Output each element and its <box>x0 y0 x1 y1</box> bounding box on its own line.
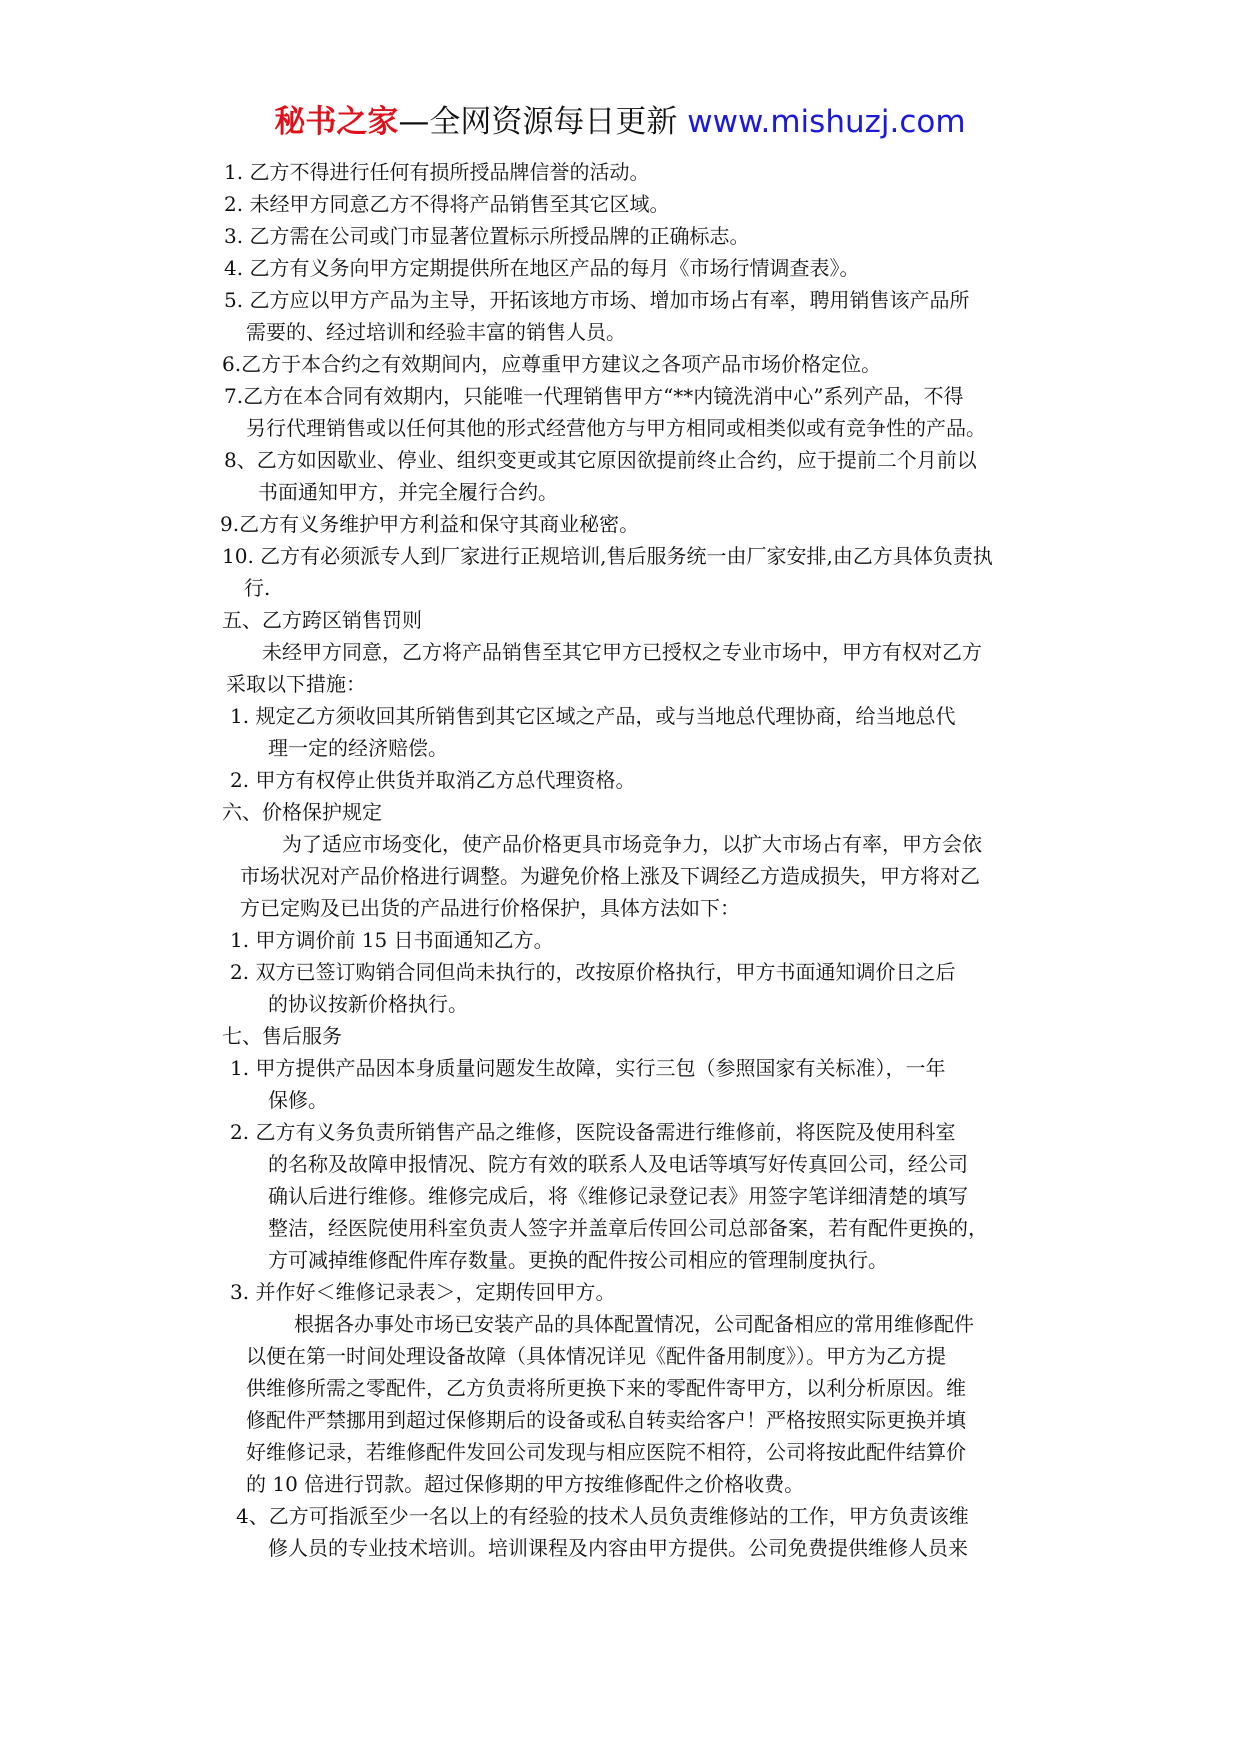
item-10: 10. 乙方有必须派专人到厂家进行正规培训,售后服务统一由厂家安排,由乙方具体负责执 <box>222 544 993 568</box>
item-2: 2. 未经甲方同意乙方不得将产品销售至其它区域。 <box>224 192 670 216</box>
paragraph-6-intro-cont-2: 方已定购及已出货的产品进行价格保护，具体方法如下： <box>240 896 740 920</box>
item-5-cont: 需要的、经过培训和经验丰富的销售人员。 <box>246 320 626 344</box>
service-item-1-cont: 保修。 <box>268 1088 328 1112</box>
item-9: 9.乙方有义务维护甲方利益和保守其商业秘密。 <box>220 512 640 536</box>
service-item-4: 4、乙方可指派至少一名以上的有经验的技术人员负责维修站的工作，甲方负责该维 <box>236 1504 969 1528</box>
section-heading-6: 六、价格保护规定 <box>222 800 382 824</box>
price-item-1: 1. 甲方调价前 15 日书面通知乙方。 <box>230 928 554 952</box>
header-slogan: —全网资源每日更新 <box>398 104 688 140</box>
service-item-2: 2. 乙方有义务负责所销售产品之维修，医院设备需进行维修前，将医院及使用科室 <box>230 1120 956 1144</box>
penalty-item-2: 2. 甲方有权停止供货并取消乙方总代理资格。 <box>230 768 636 792</box>
section-heading-7: 七、售后服务 <box>222 1024 342 1048</box>
brand-name: 秘书之家 <box>274 104 399 140</box>
service-item-4-cont: 修人员的专业技术培训。培训课程及内容由甲方提供。公司免费提供维修人员来 <box>268 1536 968 1560</box>
penalty-item-1-cont: 理一定的经济赔偿。 <box>268 736 448 760</box>
item-7: 7.乙方在本合同有效期内，只能唯一代理销售甲方“**内镜洗消中心”系列产品，不得 <box>224 384 964 408</box>
item-8: 8、乙方如因歇业、停业、组织变更或其它原因欲提前终止合约，应于提前二个月前以 <box>224 448 977 472</box>
item-6: 6.乙方于本合约之有效期间内，应尊重甲方建议之各项产品市场价格定位。 <box>222 352 882 376</box>
parts-paragraph-cont-1: 以便在第一时间处理设备故障（具体情况详见《配件备用制度》）。甲方为乙方提 <box>246 1344 946 1368</box>
item-1: 1. 乙方不得进行任何有损所授品牌信誉的活动。 <box>224 160 650 184</box>
paragraph-6-intro-cont-1: 市场状况对产品价格进行调整。为避免价格上涨及下调经乙方造成损失，甲方将对乙 <box>240 864 980 888</box>
item-8-cont: 书面通知甲方，并完全履行合约。 <box>258 480 558 504</box>
header-url[interactable]: www.mishuzj.com <box>687 104 966 140</box>
item-4: 4. 乙方有义务向甲方定期提供所在地区产品的每月《市场行情调查表》。 <box>224 256 860 280</box>
service-item-1: 1. 甲方提供产品因本身质量问题发生故障，实行三包（参照国家有关标准），一年 <box>230 1056 946 1080</box>
penalty-item-1: 1. 规定乙方须收回其所销售到其它区域之产品，或与当地总代理协商，给当地总代 <box>230 704 956 728</box>
parts-paragraph-cont-3: 修配件严禁挪用到超过保修期后的设备或私自转卖给客户！严格按照实际更换并填 <box>246 1408 966 1432</box>
paragraph-5-intro: 未经甲方同意，乙方将产品销售至其它甲方已授权之专业市场中，甲方有权对乙方 <box>262 640 982 664</box>
price-item-2-cont: 的协议按新价格执行。 <box>268 992 468 1016</box>
price-item-2: 2. 双方已签订购销合同但尚未执行的，改按原价格执行，甲方书面通知调价日之后 <box>230 960 956 984</box>
service-item-2-cont-4: 方可减掉维修配件库存数量。更换的配件按公司相应的管理制度执行。 <box>268 1248 888 1272</box>
service-item-3: 3. 并作好＜维修记录表＞，定期传回甲方。 <box>230 1280 616 1304</box>
parts-paragraph-cont-5: 的 10 倍进行罚款。超过保修期的甲方按维修配件之价格收费。 <box>246 1472 805 1496</box>
parts-paragraph-cont-2: 供维修所需之零配件，乙方负责将所更换下来的零配件寄甲方，以利分析原因。维 <box>246 1376 966 1400</box>
service-item-2-cont-1: 的名称及故障申报情况、院方有效的联系人及电话等填写好传真回公司，经公司 <box>268 1152 968 1176</box>
paragraph-5-intro-cont: 采取以下措施： <box>226 672 366 696</box>
paragraph-6-intro: 为了适应市场变化，使产品价格更具市场竞争力，以扩大市场占有率，甲方会依 <box>282 832 982 856</box>
item-10-cont: 行. <box>244 576 271 600</box>
service-item-2-cont-2: 确认后进行维修。维修完成后，将《维修记录登记表》用签字笔详细清楚的填写 <box>268 1184 968 1208</box>
item-7-cont: 另行代理销售或以任何其他的形式经营他方与甲方相同或相类似或有竞争性的产品。 <box>246 416 986 440</box>
service-item-2-cont-3: 整洁，经医院使用科室负责人签字并盖章后传回公司总部备案，若有配件更换的， <box>268 1216 988 1240</box>
section-heading-5: 五、乙方跨区销售罚则 <box>222 608 422 632</box>
parts-paragraph-cont-4: 好维修记录，若维修配件发回公司发现与相应医院不相符，公司将按此配件结算价 <box>246 1440 966 1464</box>
item-5: 5. 乙方应以甲方产品为主导，开拓该地方市场、增加市场占有率，聘用销售该产品所 <box>224 288 970 312</box>
parts-paragraph: 根据各办事处市场已安装产品的具体配置情况，公司配备相应的常用维修配件 <box>294 1312 974 1336</box>
watermark-header <box>0 100 1240 144</box>
item-3: 3. 乙方需在公司或门市显著位置标示所授品牌的正确标志。 <box>224 224 750 248</box>
